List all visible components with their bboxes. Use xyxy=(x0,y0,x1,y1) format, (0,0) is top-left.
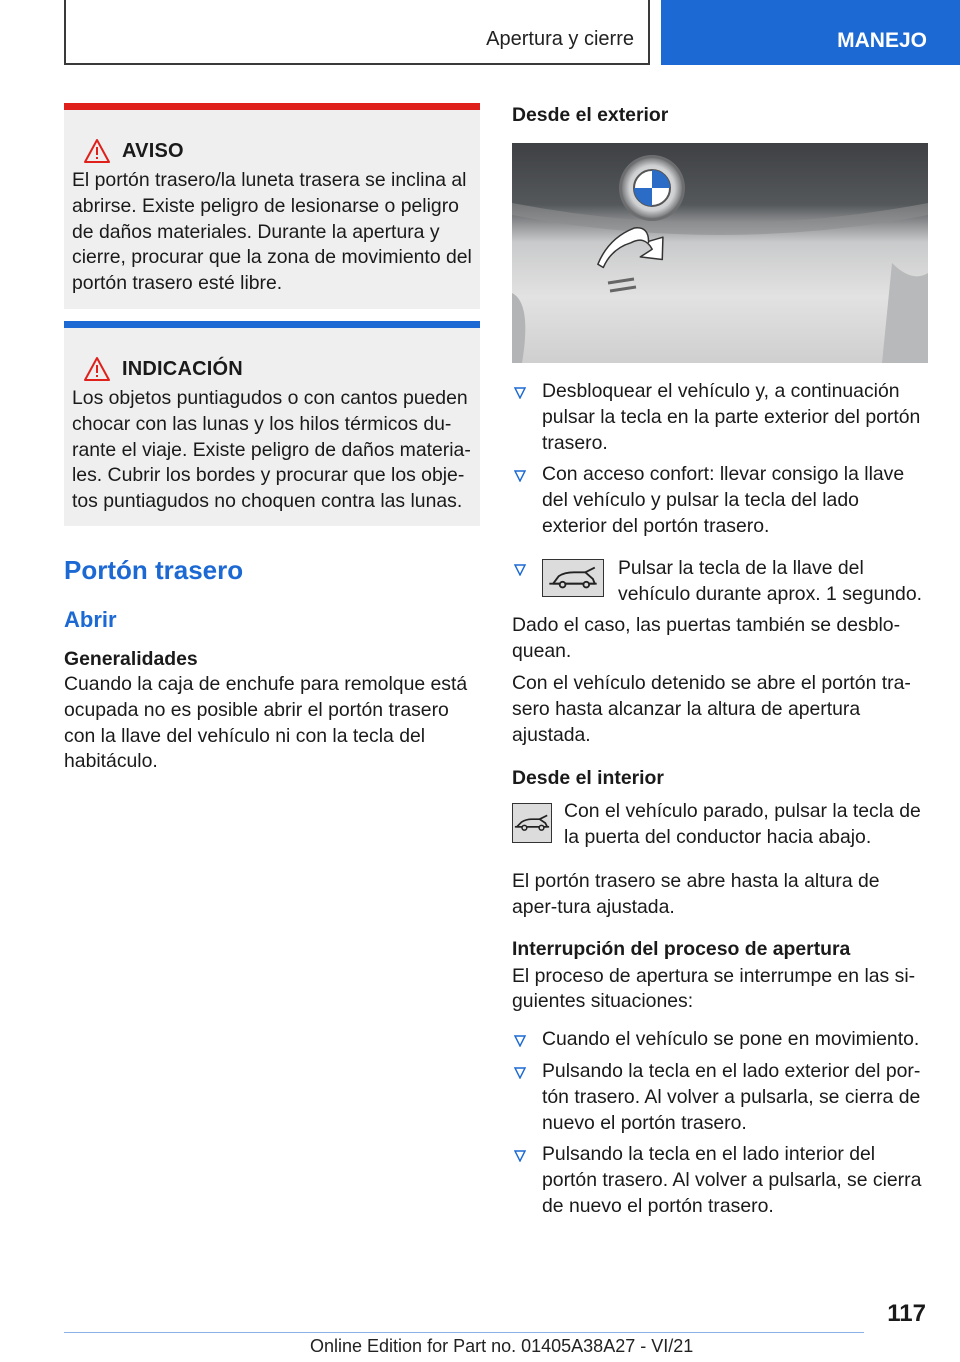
header-section-title: Apertura y cierre xyxy=(486,28,634,50)
interrupcion-bullet-list xyxy=(512,1027,928,1220)
heading-generalidades: Generalidades xyxy=(64,648,198,670)
indicacion-title: INDICACIÓN xyxy=(122,357,243,380)
bullet-triangle-icon xyxy=(514,1067,526,1079)
heading-desde-interior: Desde el interior xyxy=(512,767,664,790)
list-item: Desbloquear el vehículo y, a continuación pulsar la tecla en la parte exterior del portón trasero. xyxy=(512,379,928,456)
interior-text: Con el vehículo parado, pulsar la tecla de la puerta del conductor hacia abajo. xyxy=(564,800,921,849)
list-item: Pulsando la tecla en el lado exterior del por-tón trasero. Al volver a pulsarla, se cierra de nuevo el portón trasero. xyxy=(512,1059,928,1136)
aviso-title: AVISO xyxy=(122,139,184,162)
bullet-triangle-icon xyxy=(514,1035,526,1047)
warning-triangle-icon xyxy=(84,138,110,164)
heading-interrupcion: Interrupción del proceso de apertura xyxy=(512,937,851,960)
header-chapter-label: MANEJO xyxy=(837,29,927,52)
bullet-triangle-icon xyxy=(514,387,526,399)
header-chapter-tab xyxy=(661,0,960,65)
header-section-box xyxy=(64,0,650,65)
page-number: 117 xyxy=(887,1300,926,1327)
list-item: Cuando el vehículo se pone en movimiento. xyxy=(512,1027,928,1053)
bullet-triangle-icon xyxy=(514,470,526,482)
aviso-box xyxy=(64,103,480,309)
footer-edition: Online Edition for Part no. 01405A38A27 - VI/21 xyxy=(310,1336,694,1356)
interior-instruction xyxy=(512,799,928,851)
indicacion-text: Los objetos puntiagudos o con cantos pueden chocar con las lunas y los hilos térmicos du-rante el viaje. Existe peligro de daños materia-les. Cubrir los bordes y procurar que los obje-tos puntiagudos no choquen contra las lunas. xyxy=(72,387,471,513)
tailgate-photo xyxy=(512,143,928,363)
footer-divider xyxy=(64,1332,864,1333)
car-key-tailgate-icon xyxy=(542,559,604,597)
bullet-triangle-icon xyxy=(514,564,526,576)
tailgate-button-icon xyxy=(512,803,552,843)
para-interrupcion: El proceso de apertura se interrumpe en las si-guientes situaciones: xyxy=(512,964,916,1013)
list-item: Pulsando la tecla en el lado interior del portón trasero. Al volver a pulsarla, se cierra de nuevo el portón trasero. xyxy=(512,1142,928,1219)
section-heading-porton-trasero: Portón trasero xyxy=(64,555,244,585)
list-item: Pulsar la tecla de la llave del vehículo durante aprox. 1 segundo. xyxy=(512,556,928,608)
subsection-heading-abrir: Abrir xyxy=(64,607,117,632)
right-column xyxy=(512,103,928,1226)
list-item: Con acceso confort: llevar consigo la llave del vehículo y pulsar la tecla del lado exterior del portón trasero. xyxy=(512,462,928,539)
bullet-triangle-icon xyxy=(514,1150,526,1162)
para-puertas-desbloquean: Dado el caso, las puertas también se desblo-quean. xyxy=(512,614,901,663)
generalidades-text: Cuando la caja de enchufe para remolque está ocupada no es posible abrir el portón trasero con la llave del vehículo ni con la tecla del habitáculo. xyxy=(64,673,468,773)
left-column xyxy=(64,103,480,775)
aviso-text: El portón trasero/la luneta trasera se inclina al abrirse. Existe peligro de lesionarse o peligro de daños materiales. Durante la apertura y cierre, procurar que la zona de movimiento del portón trasero esté libre. xyxy=(72,169,472,295)
heading-desde-exterior: Desde el exterior xyxy=(512,104,669,126)
para-vehiculo-detenido: Con el vehículo detenido se abre el portón tra-sero hasta alcanzar la altura de apertura ajustada. xyxy=(512,671,911,746)
indicacion-box xyxy=(64,321,480,526)
warning-triangle-icon xyxy=(84,356,110,382)
para-altura-apertura: El portón trasero se abre hasta la altura de aper-tura ajustada. xyxy=(512,869,880,918)
exterior-bullet-list xyxy=(512,379,928,607)
